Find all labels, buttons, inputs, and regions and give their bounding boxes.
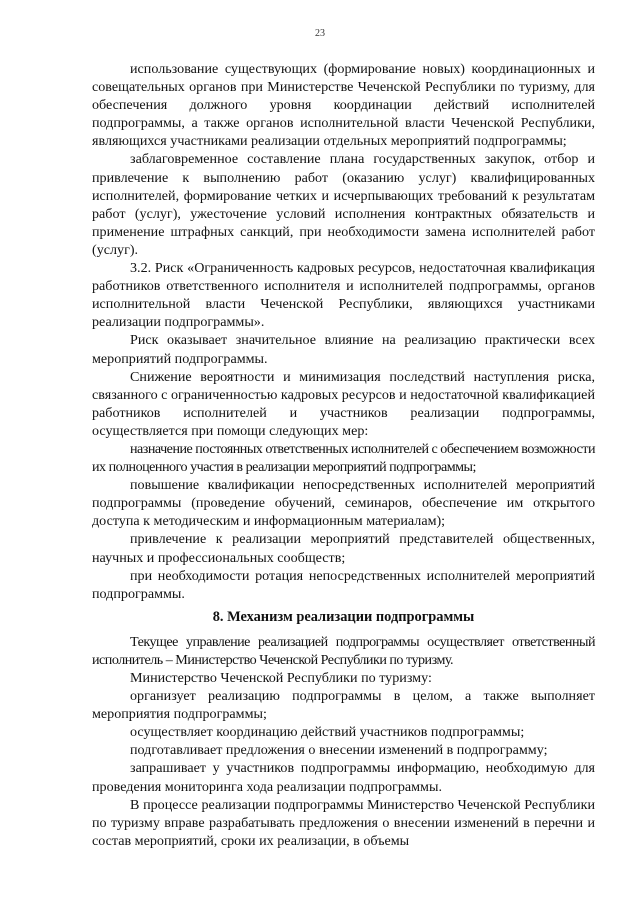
paragraph-risk-3-2: 3.2. Риск «Ограниченность кадровых ресурсов, недостаточная квалификация работников ответственного исполнителя и исполнителей подпрограммы, органов исполнительной власти Чеченской Республики, являющихся участниками реализации подпрограммы». [92, 260, 595, 331]
document-body [92, 60, 595, 850]
paragraph-requests-info: запрашивает у участников подпрограммы информацию, необходимую для проведения мониторинга хода реализации подпрограммы. [92, 760, 595, 795]
paragraph-risk-mitigation: Снижение вероятности и минимизация последствий наступления риска, связанного с ограниченностью кадровых ресурсов и недостаточной квалификацией работников исполнителей и участников реализации подпрограммы, осуществляется при помощи следующих мер: [92, 368, 595, 439]
paragraph-assign-executors: назначение постоянных ответственных исполнителей с обеспечением возможности их полноценного участия в реализации мероприятий подпрограммы; [92, 440, 595, 476]
paragraph-coordination-bodies: использование существующих (формирование новых) координационных и совещательных органов при Министерстве Чеченской Республики по туризму, для обеспечения должного уровня координации действий исполнителей подпрограммы, а также органов исполнительной власти Чеченской Республики, являющихся участниками реализации отдельных мероприятий подпрограммы; [92, 61, 595, 150]
paragraph-current-management: Текущее управление реализацией подпрограммы осуществляет ответственный исполнитель – Министерство Чеченской Республики по туризму. [92, 633, 595, 668]
paragraph-organizes: организует реализацию подпрограммы в целом, а также выполняет мероприятия подпрограммы; [92, 688, 595, 723]
paragraph-coordinates: осуществляет координацию действий участников подпрограммы; [130, 724, 525, 741]
paragraph-process: В процессе реализации подпрограммы Министерство Чеченской Республики по туризму вправе разрабатывать предложения о внесении изменений в перечни и состав мероприятий, сроки их реализации, в объемы [92, 796, 595, 849]
paragraph-qualification: повышение квалификации непосредственных исполнителей мероприятий подпрограммы (проведение обучений, семинаров, обеспечение им открытого доступа к методическим и информационным материалам); [92, 477, 595, 530]
paragraph-rotation: при необходимости ротация непосредственных исполнителей мероприятий подпрограммы. [92, 567, 595, 602]
paragraph-public-involvement: привлечение к реализации мероприятий представителей общественных, научных и профессиональных сообществ; [92, 531, 595, 566]
paragraph-prepares: подготавливает предложения о внесении изменений в подпрограмму; [130, 742, 548, 759]
paragraph-risk-influence: Риск оказывает значительное влияние на реализацию практически всех мероприятий подпрограммы. [92, 332, 595, 367]
paragraph-ministry: Министерство Чеченской Республики по туризму: [130, 670, 432, 686]
page-number: 23 [315, 28, 325, 39]
paragraph-procurement-plan: заблаговременное составление плана государственных закупок, отбор и привлечение к выполнению работ (оказанию услуг) квалифицированных исполнителей, формирование четких и исчерпывающих требований к результатам работ (услуг), ужесточение условий исполнения контрактных обязательств и применение штрафных санкций, при необходимости замена исполнителей работ (услуг). [92, 151, 595, 258]
section-heading: 8. Механизм реализации подпрограммы [212, 608, 475, 625]
